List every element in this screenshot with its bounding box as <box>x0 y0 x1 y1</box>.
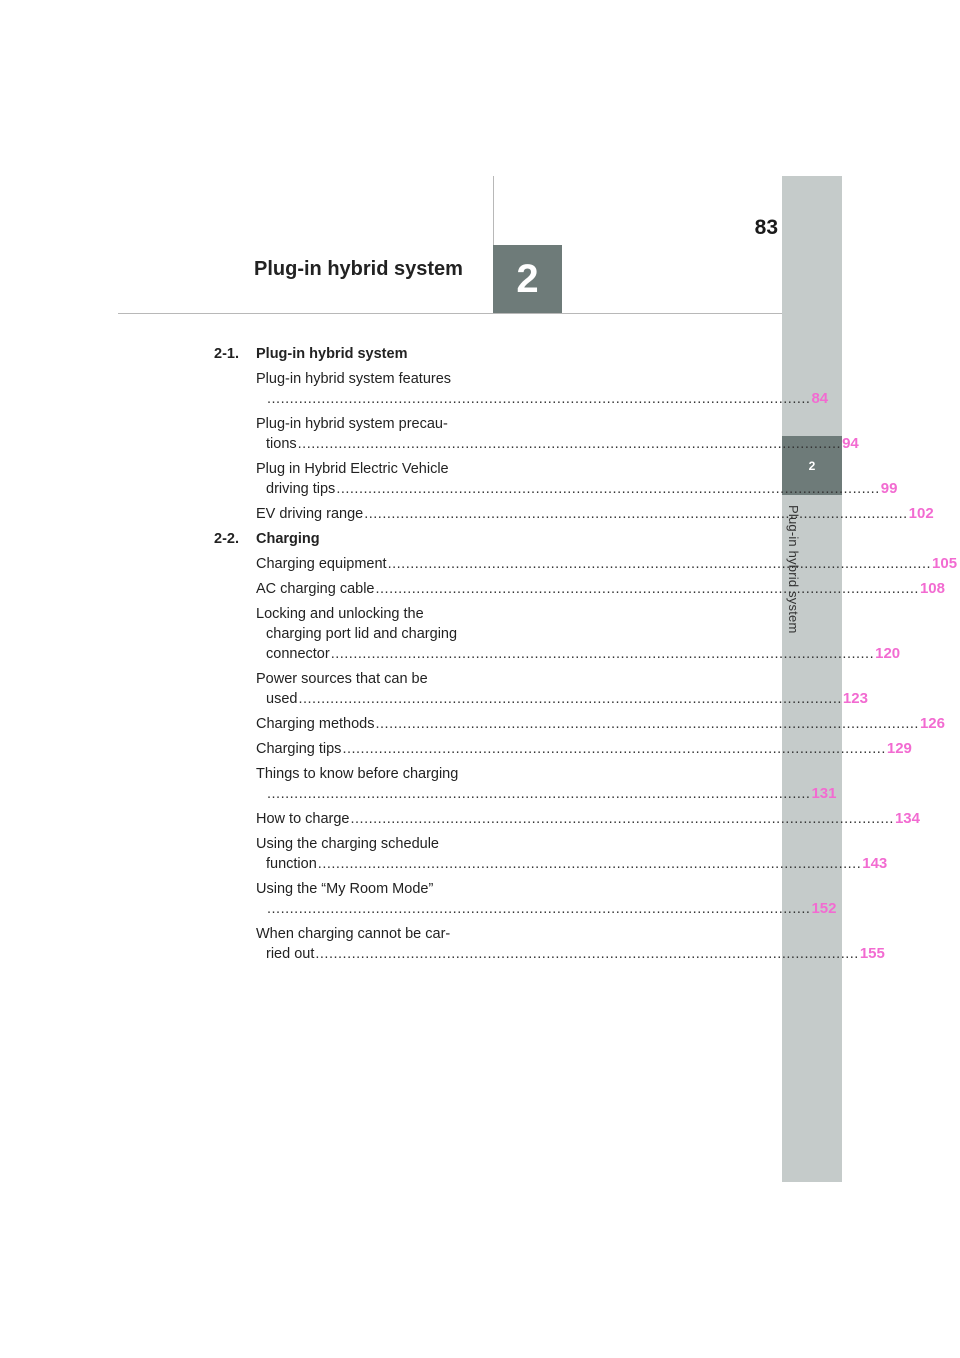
page-link[interactable]: 94 <box>842 435 859 452</box>
dot-leader: ........................................................................................................................ <box>267 901 811 917</box>
dot-leader: ........................................................................................................................ <box>267 391 811 407</box>
dot-leader: ........................................................................................................................ <box>336 481 880 497</box>
section-number: 2-2. <box>214 531 239 547</box>
toc-entry-text: How to charge <box>256 811 350 827</box>
toc-entry[interactable] <box>256 669 868 709</box>
dot-leader: ........................................................................................................................ <box>350 811 894 827</box>
dot-leader: ........................................................................................................................ <box>375 716 919 732</box>
header-horizontal-divider <box>118 313 782 314</box>
toc-entry[interactable] <box>256 739 912 759</box>
toc-entry[interactable] <box>256 604 901 664</box>
toc-entry[interactable] <box>256 924 885 964</box>
toc-entry-text: Charging tips <box>256 741 342 757</box>
toc-entry[interactable] <box>256 764 837 804</box>
toc-entry-text: Charging methods <box>256 716 375 732</box>
dot-leader: ........................................................................................................................ <box>298 691 842 707</box>
toc-entry[interactable] <box>256 414 859 454</box>
dot-leader: ........................................................................................................................ <box>317 856 862 872</box>
header-vertical-divider <box>493 176 494 246</box>
page-link[interactable]: 131 <box>811 785 837 802</box>
toc-entry[interactable] <box>256 834 888 874</box>
toc-entry[interactable] <box>256 879 837 919</box>
page-link[interactable]: 84 <box>811 390 829 407</box>
page-link[interactable]: 152 <box>811 900 837 917</box>
toc-entry[interactable] <box>256 554 958 574</box>
dot-leader: ........................................................................................................................ <box>364 506 908 522</box>
toc-entry[interactable] <box>256 369 829 409</box>
side-tab-number: 2 <box>808 458 816 473</box>
toc-entry[interactable] <box>256 459 898 499</box>
toc-entry-text: When charging cannot be car- <box>256 926 451 942</box>
chapter-title: Plug-in hybrid system <box>254 258 463 280</box>
toc-entry[interactable] <box>256 504 934 524</box>
section-title: Charging <box>256 531 320 547</box>
toc-entry-text: Charging equipment <box>256 556 387 572</box>
dot-leader: ........................................................................................................................ <box>387 556 932 572</box>
section-number: 2-1. <box>214 346 239 362</box>
toc-entry[interactable] <box>256 714 945 734</box>
toc-entry-text: tions <box>266 436 297 452</box>
dot-leader: ........................................................................................................................ <box>375 581 919 597</box>
dot-leader: ........................................................................................................................ <box>297 436 842 452</box>
toc-entry-text: Plug-in hybrid system features <box>256 371 452 387</box>
toc-section-heading[interactable] <box>214 344 470 364</box>
page-link[interactable]: 129 <box>886 740 912 757</box>
page-link[interactable]: 134 <box>894 810 920 827</box>
dot-leader: ........................................................................................................................ <box>315 946 859 962</box>
side-thumb-strip <box>782 176 842 1182</box>
toc-entry[interactable] <box>256 809 920 829</box>
page-link[interactable]: 108 <box>919 580 945 597</box>
toc-entry-text: Things to know before charging <box>256 766 459 782</box>
dot-leader: ........................................................................................................................ <box>330 646 875 662</box>
dot-leader: ........................................................................................................................ <box>267 786 811 802</box>
page-link[interactable]: 102 <box>908 505 934 522</box>
toc-entry-text: Using the “My Room Mode” <box>256 881 434 897</box>
toc-entry-text: function <box>266 856 317 872</box>
table-of-contents <box>214 344 958 969</box>
page-link[interactable]: 143 <box>862 855 888 872</box>
toc-entry-text: driving tips <box>266 481 336 497</box>
toc-entry-text: used <box>266 691 298 707</box>
toc-entry-text: Plug in Hybrid Electric Vehicle <box>256 461 449 477</box>
toc-entry-text: Power sources that can be <box>256 671 428 687</box>
toc-section-heading[interactable] <box>214 529 470 549</box>
toc-entry-text: EV driving range <box>256 506 364 522</box>
toc-entry-text: AC charging cable <box>256 581 375 597</box>
page-link[interactable]: 126 <box>919 715 945 732</box>
page-link[interactable]: 105 <box>932 555 958 572</box>
page-link[interactable]: 99 <box>880 480 898 497</box>
toc-entry-text: connector <box>266 646 330 662</box>
toc-entry-text: charging port lid and charging <box>266 626 458 642</box>
page-number: 83 <box>754 216 778 239</box>
toc-entry-text: Using the charging schedule <box>256 836 439 852</box>
page-link[interactable]: 123 <box>842 690 868 707</box>
page-link[interactable]: 155 <box>859 945 885 962</box>
toc-entry-text: Plug-in hybrid system precau- <box>256 416 448 432</box>
chapter-number: 2 <box>516 256 539 301</box>
page-link[interactable]: 120 <box>875 645 901 662</box>
section-title: Plug-in hybrid system <box>256 346 408 362</box>
toc-section <box>214 344 934 524</box>
toc-entry-text: ried out <box>266 946 315 962</box>
dot-leader: ........................................................................................................................ <box>342 741 886 757</box>
chapter-number-box <box>493 245 562 313</box>
side-tab-label: Plug-in hybrid system <box>786 505 801 634</box>
toc-entry-text: Locking and unlocking the <box>256 606 424 622</box>
toc-entry[interactable] <box>256 579 945 599</box>
